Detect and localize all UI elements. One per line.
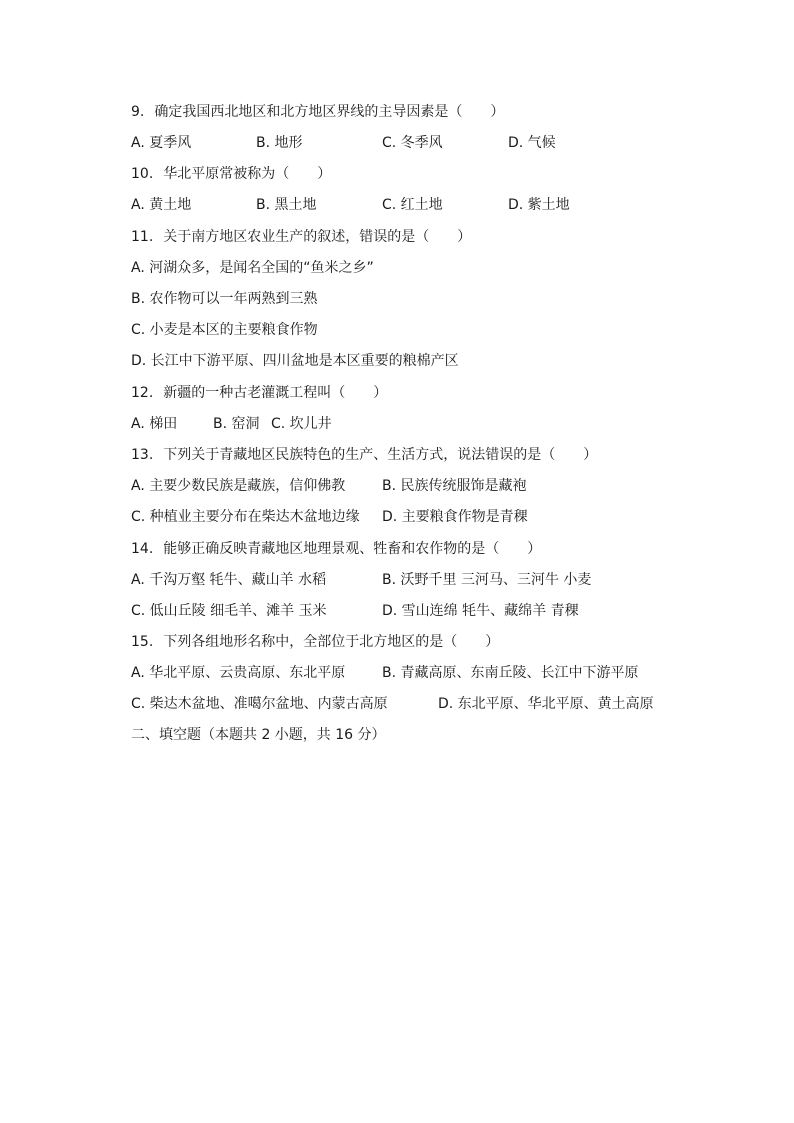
option-b: B. 农作物可以一年两熟到三熟 <box>131 291 318 307</box>
question-10 <box>131 164 331 184</box>
option-c: C. 柴达木盆地、准噶尔盆地、内蒙古高原 <box>131 696 388 712</box>
option-c: C. 种植业主要分布在柴达木盆地边缘 <box>131 509 360 525</box>
option-a: A. 主要少数民族是藏族，信仰佛教 <box>131 478 346 494</box>
question-13-options-2 <box>131 507 731 527</box>
option-c: C. 坎儿井 <box>271 416 332 432</box>
option-a: A. 华北平原、云贵高原、东北平原 <box>131 665 346 681</box>
question-number: 12. <box>131 385 154 401</box>
question-15 <box>131 632 499 652</box>
option-a: A. 河湖众多，是闻名全国的“鱼米之乡” <box>131 260 374 276</box>
question-12-options <box>131 414 731 434</box>
option-d: D. 主要粮食作物是青稞 <box>382 509 528 525</box>
option-d: D. 气候 <box>508 135 556 151</box>
question-stem: 能够正确反映青藏地区地理景观、牲畜和农作物的是（ ） <box>163 541 542 557</box>
question-15-options <box>131 663 731 683</box>
question-number: 15. <box>131 634 154 650</box>
option-a: A. 梯田 <box>131 416 178 432</box>
option-b: B. 沃野千里 三河马、三河牛 小麦 <box>382 572 592 588</box>
option-d: D. 东北平原、华北平原、黄土高原 <box>438 696 654 712</box>
option-b: B. 青藏高原、东南丘陵、长江中下游平原 <box>382 665 639 681</box>
option-a: A. 千沟万壑 牦牛、藏山羊 水稻 <box>131 572 327 588</box>
question-9 <box>131 102 504 122</box>
question-stem: 下列各组地形名称中，全部位于北方地区的是（ ） <box>163 634 500 650</box>
option-b: B. 窑洞 <box>213 416 260 432</box>
option-c: C. 冬季风 <box>382 135 443 151</box>
option-d: D. 紫土地 <box>508 197 570 213</box>
option-b: B. 民族传统服饰是藏袍 <box>382 478 527 494</box>
question-stem: 确定我国西北地区和北方地区界线的主导因素是（ ） <box>154 104 505 120</box>
question-13 <box>131 445 597 465</box>
option-c: C. 低山丘陵 细毛羊、滩羊 玉米 <box>131 603 327 619</box>
question-stem: 新疆的一种古老灌溉工程叫（ ） <box>163 385 388 401</box>
question-13-options <box>131 476 731 496</box>
question-14 <box>131 539 541 559</box>
question-number: 10. <box>131 166 154 182</box>
option-b: B. 地形 <box>256 135 303 151</box>
option-a: A. 黄土地 <box>131 197 192 213</box>
question-12 <box>131 383 387 403</box>
question-14-options-2 <box>131 601 731 621</box>
question-stem: 华北平原常被称为（ ） <box>163 166 332 182</box>
option-a: A. 夏季风 <box>131 135 192 151</box>
option-c: C. 小麦是本区的主要粮食作物 <box>131 322 318 338</box>
section-title: 二、填空题（本题共 2 小题，共 16 分） <box>131 727 386 743</box>
question-number: 9. <box>131 104 145 120</box>
option-c: C. 红土地 <box>382 197 443 213</box>
question-number: 14. <box>131 541 154 557</box>
question-number: 11. <box>131 229 154 245</box>
question-stem: 关于南方地区农业生产的叙述，错误的是（ ） <box>163 229 472 245</box>
question-9-options <box>131 133 731 153</box>
question-stem: 下列关于青藏地区民族特色的生产、生活方式，说法错误的是（ ） <box>163 447 598 463</box>
question-number: 13. <box>131 447 154 463</box>
option-d: D. 雪山连绵 牦牛、藏绵羊 青稞 <box>382 603 579 619</box>
question-10-options <box>131 195 731 215</box>
option-d: D. 长江中下游平原、四川盆地是本区重要的粮棉产区 <box>131 353 459 369</box>
question-11 <box>131 227 471 247</box>
option-b: B. 黑土地 <box>256 197 317 213</box>
question-14-options <box>131 570 731 590</box>
question-15-options-2 <box>131 694 731 714</box>
